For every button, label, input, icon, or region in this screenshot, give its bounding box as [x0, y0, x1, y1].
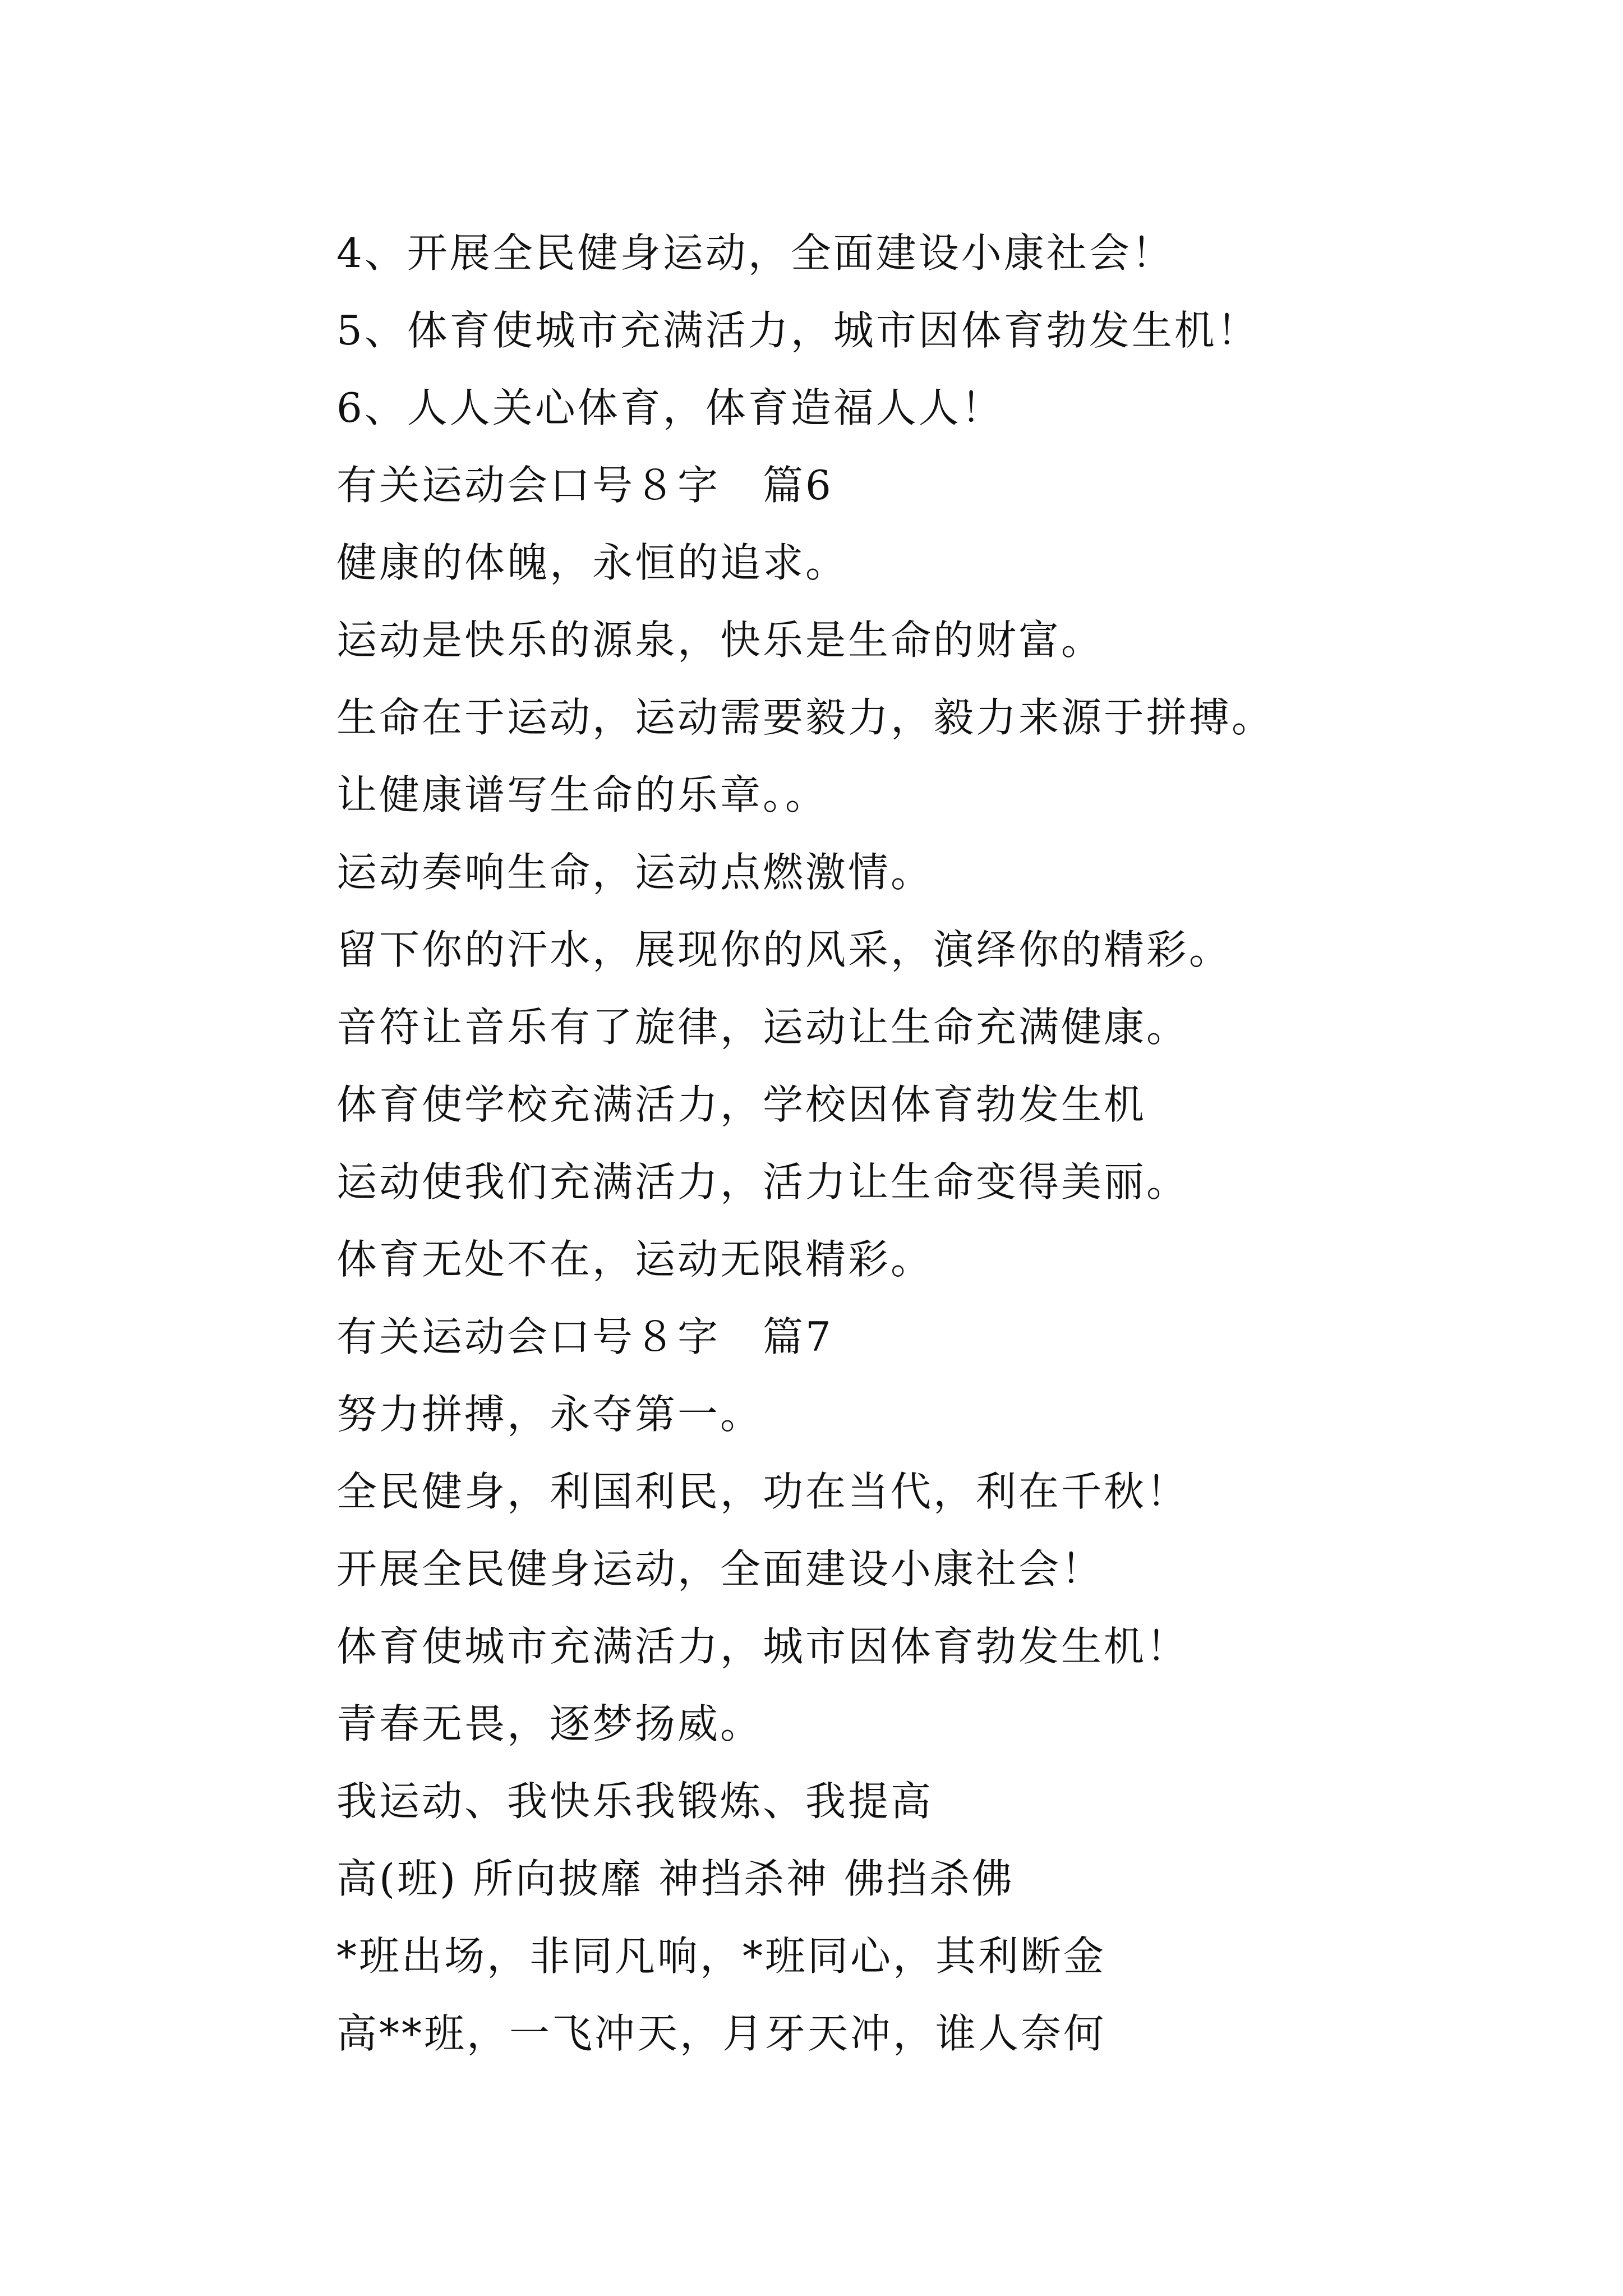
text-line: 运动奏响生命，运动点燃激情。 [336, 849, 934, 896]
text-line: 4、开展全民健身运动，全面建设小康社会！ [336, 229, 1174, 277]
text-line: 高**班，一飞冲天，月牙天冲，谁人奈何 [336, 2010, 1106, 2057]
text-line: 6、人人关心体育，体育造福人人！ [336, 384, 1004, 431]
text-line: *班出场，非同凡响，*班同心，其利断金 [336, 1932, 1106, 1980]
text-line: 开展全民健身运动，全面建设小康社会！ [336, 1545, 1104, 1593]
text-line: 体育使学校充满活力，学校因体育勃发生机 [336, 1081, 1147, 1128]
text-line: 我运动、我快乐我锻炼、我提高 [336, 1778, 934, 1825]
text-line: 留下你的汗水，展现你的风采，演绎你的精彩。 [336, 926, 1232, 973]
text-line: 5、体育使城市充满活力，城市因体育勃发生机！ [336, 307, 1260, 354]
section-heading: 有关运动会口号８字 篇6 [336, 462, 833, 509]
document-body [336, 214, 1514, 2072]
text-line: 健康的体魄，永恒的追求。 [336, 539, 849, 586]
text-line: 体育使城市充满活力，城市因体育勃发生机！ [336, 1623, 1189, 1670]
text-line: 努力拼搏，永夺第一。 [336, 1391, 763, 1438]
text-line: 音符让音乐有了旋律，运动让生命充满健康。 [336, 1004, 1189, 1051]
text-line: 运动使我们充满活力，活力让生命变得美丽。 [336, 1158, 1189, 1205]
text-line: 体育无处不在，运动无限精彩。 [336, 1236, 934, 1283]
text-line: 青春无畏，逐梦扬威。 [336, 1700, 763, 1747]
text-line: 高(班) 所向披靡 神挡杀神 佛挡杀佛 [336, 1855, 1015, 1902]
text-line: 运动是快乐的源泉，快乐是生命的财富。 [336, 616, 1104, 664]
text-line: 全民健身，利国利民，功在当代，利在千秋！ [336, 1468, 1189, 1515]
text-line: 让健康谱写生命的乐章。。 [336, 771, 828, 818]
text-line: 生命在于运动，运动需要毅力，毅力来源于拼搏。 [336, 694, 1275, 741]
section-heading: 有关运动会口号８字 篇7 [336, 1313, 833, 1360]
